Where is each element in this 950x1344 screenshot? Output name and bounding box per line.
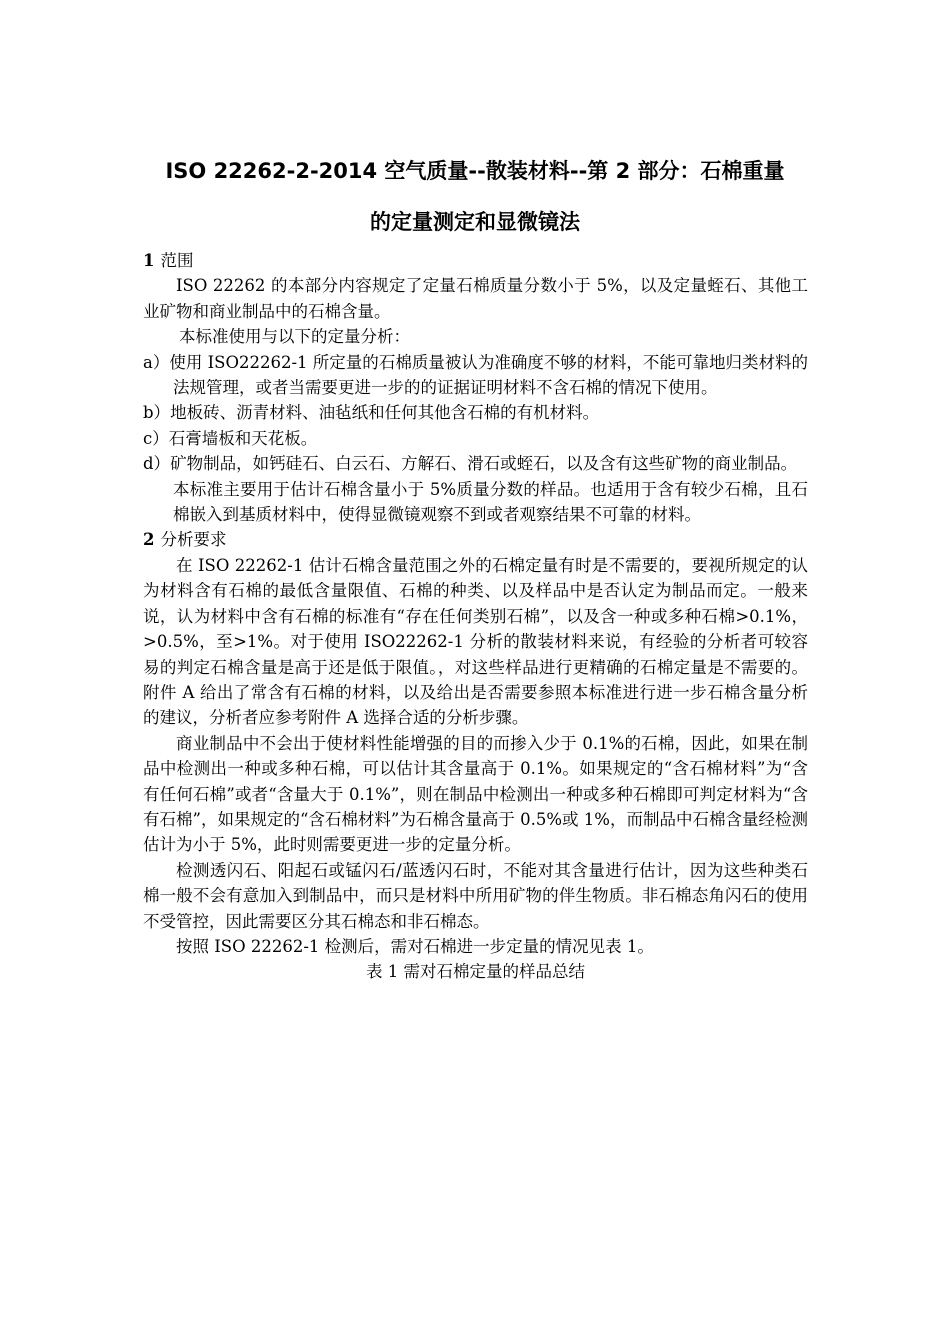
document-body [143, 248, 808, 985]
section-1-paragraph-2: 本标准使用与以下的定量分析： [179, 327, 410, 347]
section-2-paragraph-1: 在 ISO 22262-1 估计石棉含量范围之外的石棉定量有时是不需要的，要视所规定的认为材料含有石棉的最低含量限值、石棉的种类、以及样品中是否认定为制品而定。一般来说，认为材料中含有石棉的标准有“存在任何类别石棉”，以及含一种或多种石棉>0.1%，>0.5%，至>1%。对于使用 ISO22262-1 分析的散装材料来说，有经验的分析者可较容易的判定石棉含量是高于还是低于限值。，对这些样品进行更精确的石棉定量是不需要的。附件 A 给出了常含有石棉的材料，以及给出是否需要参照本标准进行进一步石棉含量分析的建议，分析者应参考附件 A 选择合适的分析步骤。 [143, 555, 808, 728]
list-item-b [143, 400, 808, 425]
section-1-paragraph-3: 本标准主要用于估计石棉含量小于 5%质量分数的样品。也适用于含有较少石棉，且石棉嵌入到基质材料中，使得显微镜观察不到或者观察结果不可靠的材料。 [173, 479, 808, 525]
list-item-a [143, 350, 808, 401]
list-marker: c） [143, 428, 169, 448]
section-2-title: 分析要求 [160, 530, 227, 550]
section-2-paragraph-3: 检测透闪石、阳起石或锰闪石/蓝透闪石时，不能对其含量进行估计，因为这些种类石棉一般不会有意加入到制品中，而只是材料中所用矿物的伴生物质。非石棉态角闪石的使用不受管控，因此需要区分其石棉态和非石棉态。 [143, 860, 808, 931]
list-item-text: 使用 ISO22262-1 所定量的石棉质量被认为准确度不够的材料，不能可靠地归类材料的法规管理，或者当需要更进一步的的证据证明材料不含石棉的情况下使用。 [169, 352, 808, 398]
list-marker: a） [143, 352, 170, 372]
section-1-number: 1 [143, 251, 155, 270]
section-2-paragraph-2: 商业制品中不会出于使材料性能增强的目的而掺入少于 0.1%的石棉，因此，如果在制品中检测出一种或多种石棉，可以估计其含量高于 0.1%。如果规定的“含石棉材料”为“含有任何石棉”或者“含量大于 0.1%”，则在制品中检测出一种或多种石棉即可判定材料为“含有石棉”，如果规定的“含石棉材料”为石棉含量高于 0.5%或 1%，而制品中石棉含量经检测估计为小于 5%，此时则需要更进一步的定量分析。 [143, 733, 808, 855]
section-2-paragraph-4: 按照 ISO 22262-1 检测后，需对石棉进一步定量的情况见表 1。 [176, 936, 654, 956]
list-marker: b） [143, 403, 171, 423]
document-title-line-1: ISO 22262-2-2014 空气质量--散装材料--第 2 部分：石棉重量 [165, 159, 785, 183]
section-1-heading [143, 248, 808, 273]
list-item-c [143, 426, 808, 451]
section-2-number: 2 [143, 530, 155, 550]
list-item-text: 石膏墙板和天花板。 [168, 428, 318, 448]
list-item-text: 矿物制品，如钙硅石、白云石、方解石、滑石或蛭石，以及含有这些矿物的商业制品。 [170, 454, 798, 474]
section-1-paragraph-1: ISO 22262 的本部分内容规定了定量石棉质量分数小于 5%，以及定量蛭石、其他工业矿物和商业制品中的石棉含量。 [143, 276, 808, 321]
list-marker: d） [143, 454, 171, 474]
table-caption: 表 1 需对石棉定量的样品总结 [366, 962, 585, 982]
section-2-heading [143, 527, 808, 552]
section-1-title: 范围 [160, 251, 194, 270]
document-title-line-2: 的定量测定和显微镜法 [370, 210, 580, 234]
list-item-d [143, 451, 808, 476]
list-item-text: 地板砖、沥青材料、油毡纸和任何其他含石棉的有机材料。 [170, 403, 600, 423]
